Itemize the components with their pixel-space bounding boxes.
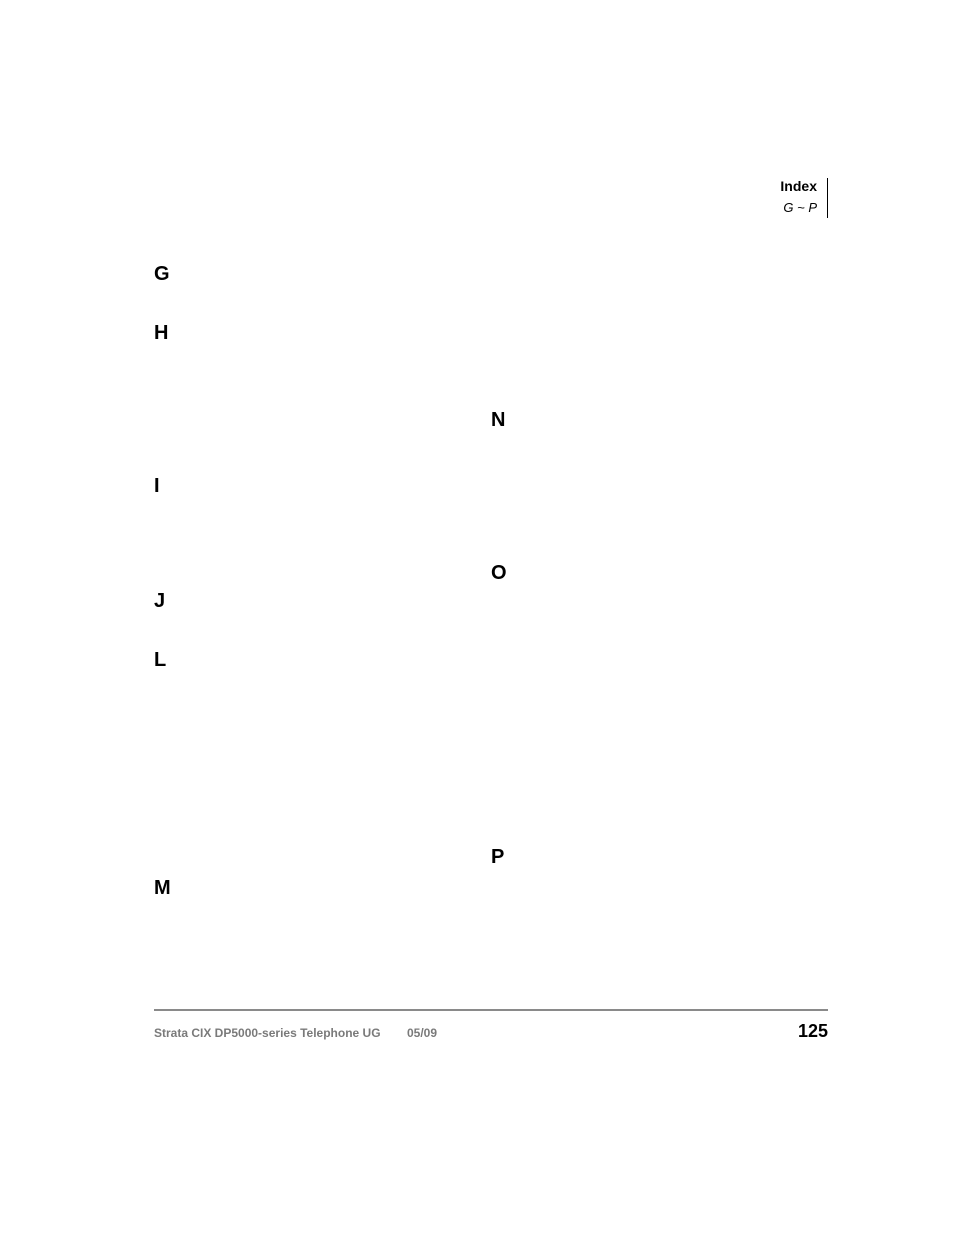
section-letter-o: O bbox=[491, 562, 507, 584]
header-range: G ~ P bbox=[783, 200, 817, 215]
section-letter-h: H bbox=[154, 322, 169, 344]
footer-date: 05/09 bbox=[407, 1026, 438, 1040]
page-number: 125 bbox=[797, 1021, 828, 1041]
section-letter-g: G bbox=[154, 263, 170, 285]
section-letter-p: P bbox=[491, 846, 505, 868]
footer-document-title: Strata CIX DP5000-series Telephone UG bbox=[154, 1026, 381, 1040]
section-letter-l: L bbox=[154, 649, 167, 671]
header-title: Index bbox=[780, 178, 817, 194]
running-header bbox=[780, 178, 828, 218]
section-letter-m: M bbox=[154, 877, 171, 899]
section-letter-i: I bbox=[154, 475, 160, 497]
section-letter-j: J bbox=[154, 590, 166, 612]
footer-divider bbox=[154, 1009, 828, 1011]
section-letter-n: N bbox=[491, 409, 506, 431]
